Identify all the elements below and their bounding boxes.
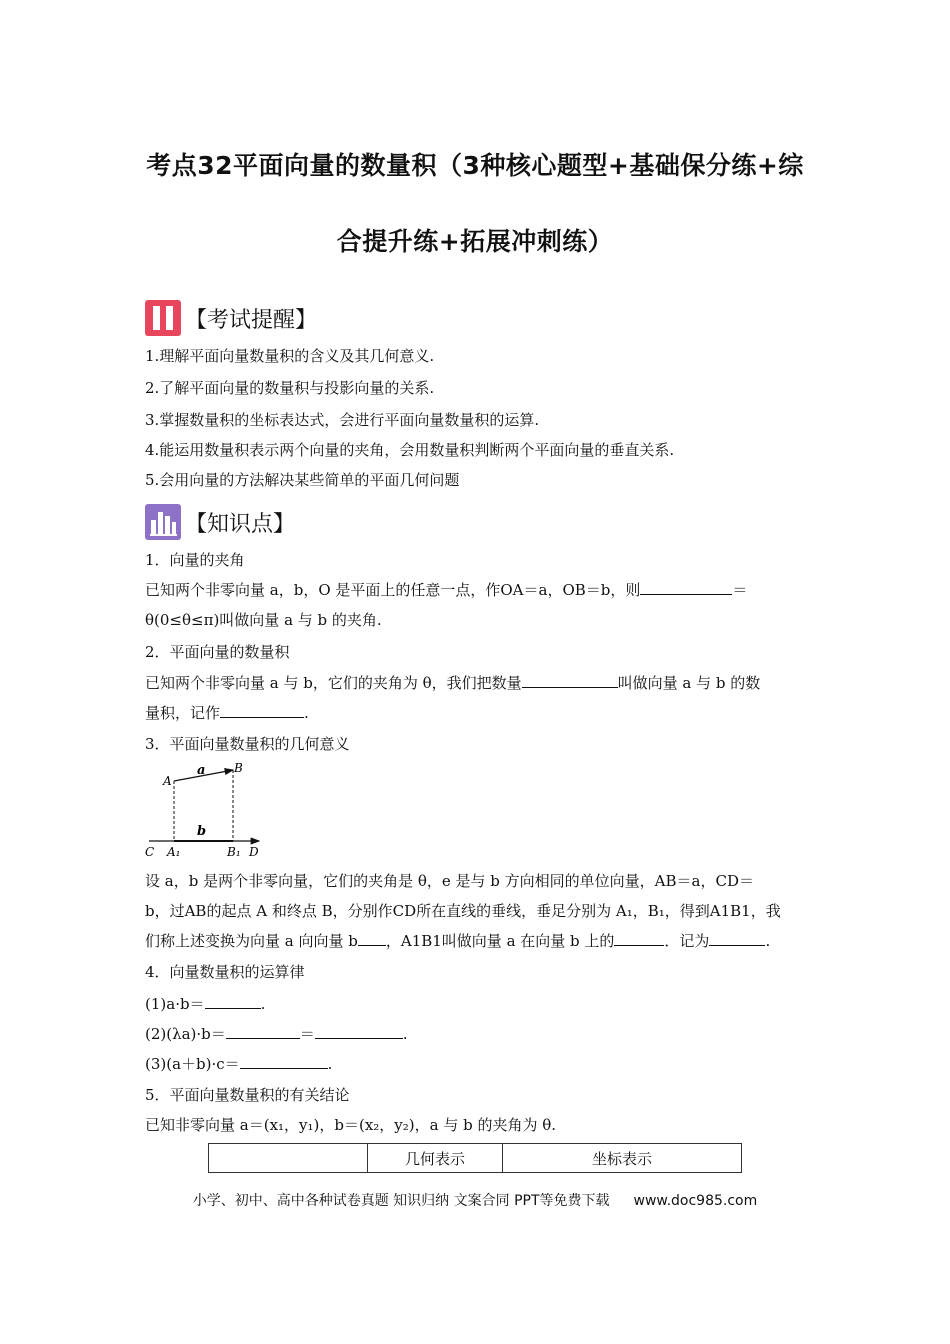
- page-footer: [0, 1190, 950, 1210]
- section-5-title: 5．平面向量数量积的有关结论: [145, 1086, 350, 1104]
- table-header-cell: [209, 1144, 368, 1173]
- point-c-label: C: [145, 845, 155, 859]
- answer-blank: [709, 931, 765, 946]
- answer-blank: [358, 931, 386, 946]
- section-3-title: 3．平面向量数量积的几何意义: [145, 735, 350, 753]
- label-a: a: [197, 763, 206, 778]
- exam-tips-header: [145, 296, 317, 336]
- table-header-cell: 几何表示: [368, 1144, 503, 1173]
- section-3-text: 设 a，b 是两个非零向量，它们的夹角是 θ，e 是与 b 方向相同的单位向量，AB＝a，CD＝: [145, 872, 754, 890]
- bar-chart-icon: [145, 504, 181, 540]
- pause-icon: [145, 300, 181, 336]
- answer-blank: [205, 994, 261, 1009]
- answer-blank: [220, 703, 304, 718]
- table-row: [209, 1144, 742, 1173]
- section-2-text-2: 量积，记作 .: [145, 704, 309, 722]
- table-header-cell: 坐标表示: [503, 1144, 742, 1173]
- section-5-text: 已知非零向量 a＝(x₁，y₁)，b＝(x₂，y₂)，a 与 b 的夹角为 θ.: [145, 1116, 557, 1134]
- knowledge-heading: 【知识点】: [185, 512, 296, 537]
- answer-blank: [640, 580, 732, 595]
- section-3-text-3: 们称上述变换为向量 a 向向量 b ，A1B1叫做向量 a 在向量 b 上的 ．记为 .: [145, 932, 771, 950]
- answer-blank: [240, 1054, 328, 1069]
- footer-url[interactable]: www.doc985.com: [633, 1193, 758, 1209]
- footer-text: 小学、初中、高中各种试卷真题 知识归纳 文案合同 PPT等免费下载: [192, 1193, 610, 1209]
- answer-blank: [522, 673, 618, 688]
- tip-item: 4.能运用数量积表示两个向量的夹角，会用数量积判断两个平面向量的垂直关系.: [145, 441, 675, 459]
- section-4-title: 4．向量数量积的运算律: [145, 963, 305, 981]
- law-3: (3)(a＋b)·c＝ .: [145, 1055, 333, 1073]
- point-a1-label: A₁: [167, 845, 181, 859]
- doc-title-line1: 考点32平面向量的数量积（3种核心题型+基础保分练+综: [146, 151, 804, 180]
- section-1-title: 1．向量的夹角: [145, 551, 245, 569]
- tip-item: 5.会用向量的方法解决某些简单的平面几何问题: [145, 471, 460, 489]
- projection-diagram: [143, 760, 273, 864]
- point-d-label: D: [249, 845, 259, 859]
- tip-item: 2.了解平面向量的数量积与投影向量的关系.: [145, 379, 435, 397]
- point-b1-label: B₁: [227, 845, 241, 859]
- label-b: b: [197, 824, 207, 839]
- conclusions-table: [208, 1143, 742, 1173]
- knowledge-header: [145, 500, 295, 540]
- section-3-text-2: b，过AB的起点 A 和终点 B，分别作CD所在直线的垂线，垂足分别为 A₁，B₁，得到A1B1，我: [145, 902, 781, 920]
- point-b-label: B: [234, 761, 243, 775]
- section-1-text: 已知两个非零向量 a，b，O 是平面上的任意一点，作OA＝a，OB＝b，则 ＝: [145, 581, 748, 599]
- section-2-text: 已知两个非零向量 a 与 b，它们的夹角为 θ，我们把数量 叫做向量 a 与 b 的数: [145, 674, 761, 692]
- law-1: (1)a·b＝ .: [145, 995, 266, 1013]
- point-a-label: A: [163, 774, 172, 788]
- exam-tips-heading: 【考试提醒】: [185, 308, 318, 333]
- tip-item: 1.理解平面向量数量积的含义及其几何意义.: [145, 347, 435, 365]
- answer-blank: [226, 1024, 300, 1039]
- answer-blank: [614, 931, 664, 946]
- tip-item: 3.掌握数量积的坐标表达式，会进行平面向量数量积的运算.: [145, 411, 540, 429]
- section-1-text-2: θ(0≤θ≤π)叫做向量 a 与 b 的夹角.: [145, 611, 382, 629]
- answer-blank: [315, 1024, 403, 1039]
- section-2-title: 2．平面向量的数量积: [145, 643, 290, 661]
- doc-title-line2: 合提升练+拓展冲刺练）: [336, 227, 614, 256]
- law-2: (2)(λa)·b＝ ＝ .: [145, 1025, 408, 1043]
